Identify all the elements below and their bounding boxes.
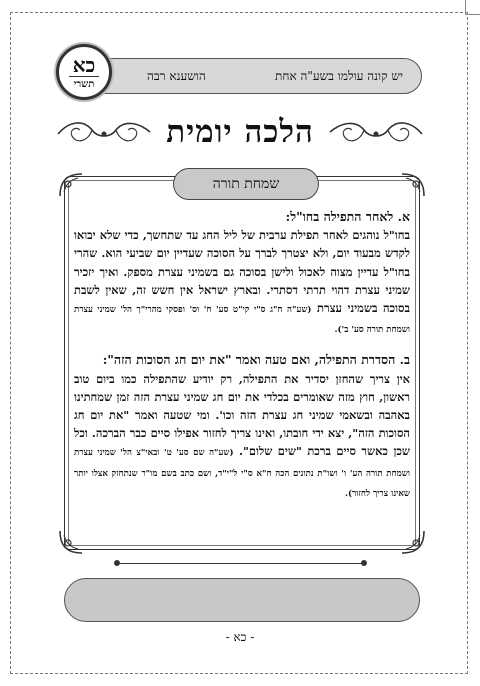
corner-crop-mark [465, 0, 480, 15]
section-b-body [74, 370, 410, 503]
section-tab-label: שמחת תורה [212, 175, 280, 192]
flourish-left-icon [54, 114, 154, 150]
header-right-text: יש קונה עולמו בשע"ה אחת [275, 68, 403, 83]
header-left-text: הושענא רבה [147, 68, 206, 83]
section-b-source: (שע"ה שם סע' ט' ובאי"צ הל' שמיני עצרת ושמחת תורה הע' ו' ושו"ת נתונים הכה ח"א ס"י ל"י"ד, ושם כתב בשם מו"ר שנתחזק אצלו יותר שאינו צריך לחזור). [74, 448, 410, 499]
section-a-text: בחו"ל נוהגים לאחר תפילת ערבית של ליל החג עד שתחשך, כדי שלא יבואו לקדש מבעוד יום, ולא יצטרך לברך על הסוכה שעדיין יום שביעי הוא. שהרי בחו"ל עדיין מצוה לאכול ולישן בסוכה גם בשמיני עצרת מספק. ואיך יזכיר שמיני עצרת דהוי תרתי דסתרי. ובארץ ישראל אין חשש זה, שאין לשבת בסוכה בשמיני עצרת [74, 228, 411, 316]
date-day: כא [69, 55, 100, 77]
footer-bar [64, 578, 420, 622]
page-title: הלכה יומית [166, 114, 314, 150]
corner-ornament-top-right-icon [398, 170, 428, 200]
section-b-text: אין צריך שהחזן יסדיר את התפילה, רק יודיע שהתפילה כמו ביום טוב ראשון, חוץ מזה שאומרים בכלדי את יום חג שמיני עצרת הזה זמן שמחתינו באהבה ובשאמי שמיני חג עצרת הזה וכו'. ומי שטעה ואמר "את יום חג הסוכות הזה", יצא ידי חובתו, ואינו צריך לחזור אפילו סיים כבר הברכה. וכל שכן כאשר סיים ברכת "שים שלום". [74, 371, 410, 459]
section-b-heading: ב. הסדרת התפילה, ואם טעה ואמר "את יום חג הסוכות הזה": [102, 352, 410, 368]
section-a-source: (שע"ה ח"ג ס"י קי"ט סע' ח' וס' ופסקי מהרי"ך הל' שמיני עצרת ושמחת תורה סע' ב'). [74, 305, 410, 336]
title-row [40, 108, 440, 156]
corner-ornament-bottom-right-icon [398, 527, 428, 557]
divider-dot-right-icon [360, 559, 368, 567]
flourish-right-icon [326, 114, 426, 150]
date-badge [56, 44, 112, 100]
divider-dot-left-icon [113, 559, 121, 567]
corner-ornament-bottom-left-icon [56, 527, 86, 557]
bottom-divider [120, 563, 364, 564]
page-number: - כא - [225, 630, 255, 644]
halacha-body [74, 208, 410, 503]
section-tab [173, 168, 319, 200]
header-bar [66, 58, 422, 94]
section-a-body [74, 226, 410, 339]
section-a-heading: א. לאחר התפילה בחו"ל: [285, 209, 410, 224]
date-month: תשרי [73, 78, 95, 90]
corner-ornament-top-left-icon [56, 170, 86, 200]
